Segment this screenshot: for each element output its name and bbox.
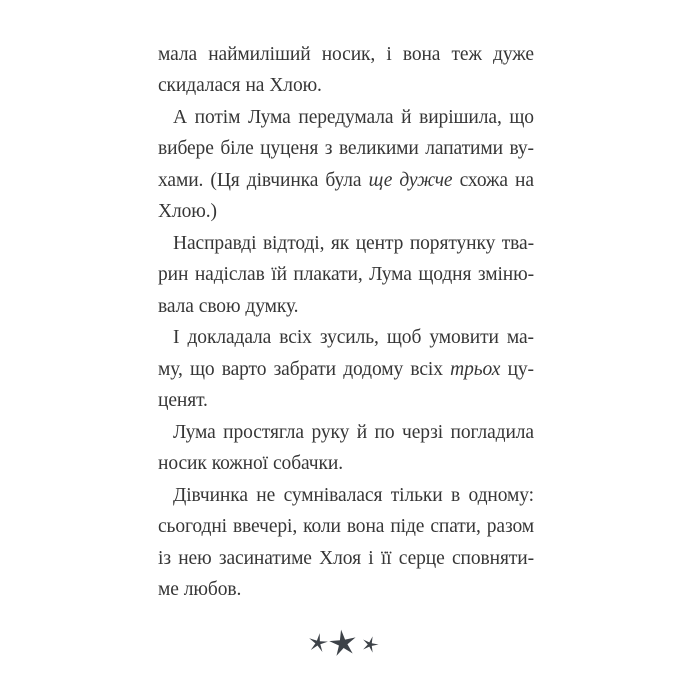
word: І [173,327,180,349]
word: додому [343,358,404,380]
word: плакати, [293,264,363,286]
italic-word: ще [368,169,393,191]
paragraph [158,102,534,228]
word: рин [158,264,189,286]
word: варто [221,358,267,380]
word: одному: [468,484,534,506]
word: сьогодні [158,516,227,538]
word: в [451,484,461,506]
word: схожа [459,169,508,191]
word: Лума [173,421,216,443]
word: відтоді, [262,232,325,254]
word: центр [355,232,404,254]
text-line [158,543,534,575]
word: як [330,232,350,254]
word: і [386,43,392,65]
text-line [158,260,534,292]
text-line [158,449,534,481]
word: біле [220,138,254,160]
text-line [158,323,534,355]
word: думку. [245,295,299,317]
text-line [158,575,534,607]
word: Лума [248,106,291,128]
word: ввечері, [232,516,298,538]
word: любов. [183,579,242,601]
word: вирішила, [419,106,502,128]
paragraph [158,323,534,418]
text-line [158,512,534,544]
word: свою [198,295,241,317]
word: з [324,138,333,160]
word: ме [158,579,179,601]
word: скидалася [158,75,241,97]
word: руку [311,421,350,443]
word: по [374,421,395,443]
text-line [158,228,534,260]
word: надіслав [194,264,265,286]
word: великими [338,138,419,160]
word: тва- [501,232,534,254]
text-line [158,134,534,166]
word: черзі [402,421,444,443]
word: Лума [369,264,412,286]
word: дівчинка [246,169,319,191]
word: ву- [509,138,534,160]
word: Хлою. [269,75,322,97]
text-line [158,165,534,197]
word: передумала [298,106,394,128]
word: нею [178,547,212,569]
word: тільки [390,484,443,506]
word: носик [158,453,207,475]
word: зусиль, [319,327,379,349]
text-line [158,197,534,229]
text-line [158,354,534,386]
word: кожної [211,453,268,475]
word: всіх [279,327,312,349]
word: дуже [493,43,534,65]
word: всіх [410,358,443,380]
three-stars-ornament [304,625,384,665]
word: серце [398,547,445,569]
word: на [245,75,265,97]
word: потім [194,106,241,128]
word: ценят. [158,390,208,412]
text-line [158,291,534,323]
word: разом [486,516,534,538]
word: теж [451,43,482,65]
small-star-left-icon [307,632,329,653]
italic-word: трьох [450,358,501,380]
text-line [158,39,534,71]
word: цуценя [260,138,319,160]
word: (Ця [210,169,240,191]
word: її [380,547,392,569]
word: умовити [429,327,499,349]
paragraph [158,39,534,102]
text-line [158,386,534,418]
word: і [368,547,374,569]
text-line [158,102,534,134]
word: вала [158,295,194,317]
word: із [158,547,171,569]
small-star-right-icon [360,634,380,654]
large-star-center-icon [328,628,358,657]
word: простягла [223,421,304,443]
word: їй [271,264,287,286]
text-line [158,417,534,449]
word: зміню- [477,264,534,286]
word: на [515,169,534,191]
word: мала [158,43,198,65]
word: була [325,169,362,191]
page-text-block [158,39,534,606]
word: щоб [386,327,422,349]
paragraph [158,228,534,323]
paragraph [158,417,534,480]
word: ма- [506,327,534,349]
text-line [158,71,534,103]
word: А [173,106,187,128]
word: щодня [418,264,472,286]
word: вибере [158,138,214,160]
word: носик, [321,43,376,65]
word: Хлоя [319,547,361,569]
word: хами. [158,169,204,191]
word: й [356,421,368,443]
word: вона [346,516,385,538]
paragraph [158,480,534,606]
word: коли [303,516,341,538]
word: піде [390,516,425,538]
text-line [158,480,534,512]
word: Дівчинка [173,484,248,506]
word: Хлою.) [158,201,217,223]
word: й [401,106,412,128]
word: порятунку [409,232,496,254]
word: забрати [273,358,337,380]
word: не [256,484,276,506]
word: Насправді [173,232,257,254]
word: наймиліший [208,43,311,65]
word: сумнівалася [283,484,383,506]
word: що [189,358,215,380]
word: собачки. [272,453,343,475]
word: цу- [507,358,534,380]
italic-word: дужче [399,169,453,191]
word: сповняти- [451,547,534,569]
word: докладала [187,327,272,349]
word: що [509,106,534,128]
word: спати, [430,516,481,538]
word: му, [158,358,183,380]
word: погладила [450,421,534,443]
word: вона [402,43,441,65]
word: лапатими [425,138,503,160]
word: засинатиме [218,547,312,569]
